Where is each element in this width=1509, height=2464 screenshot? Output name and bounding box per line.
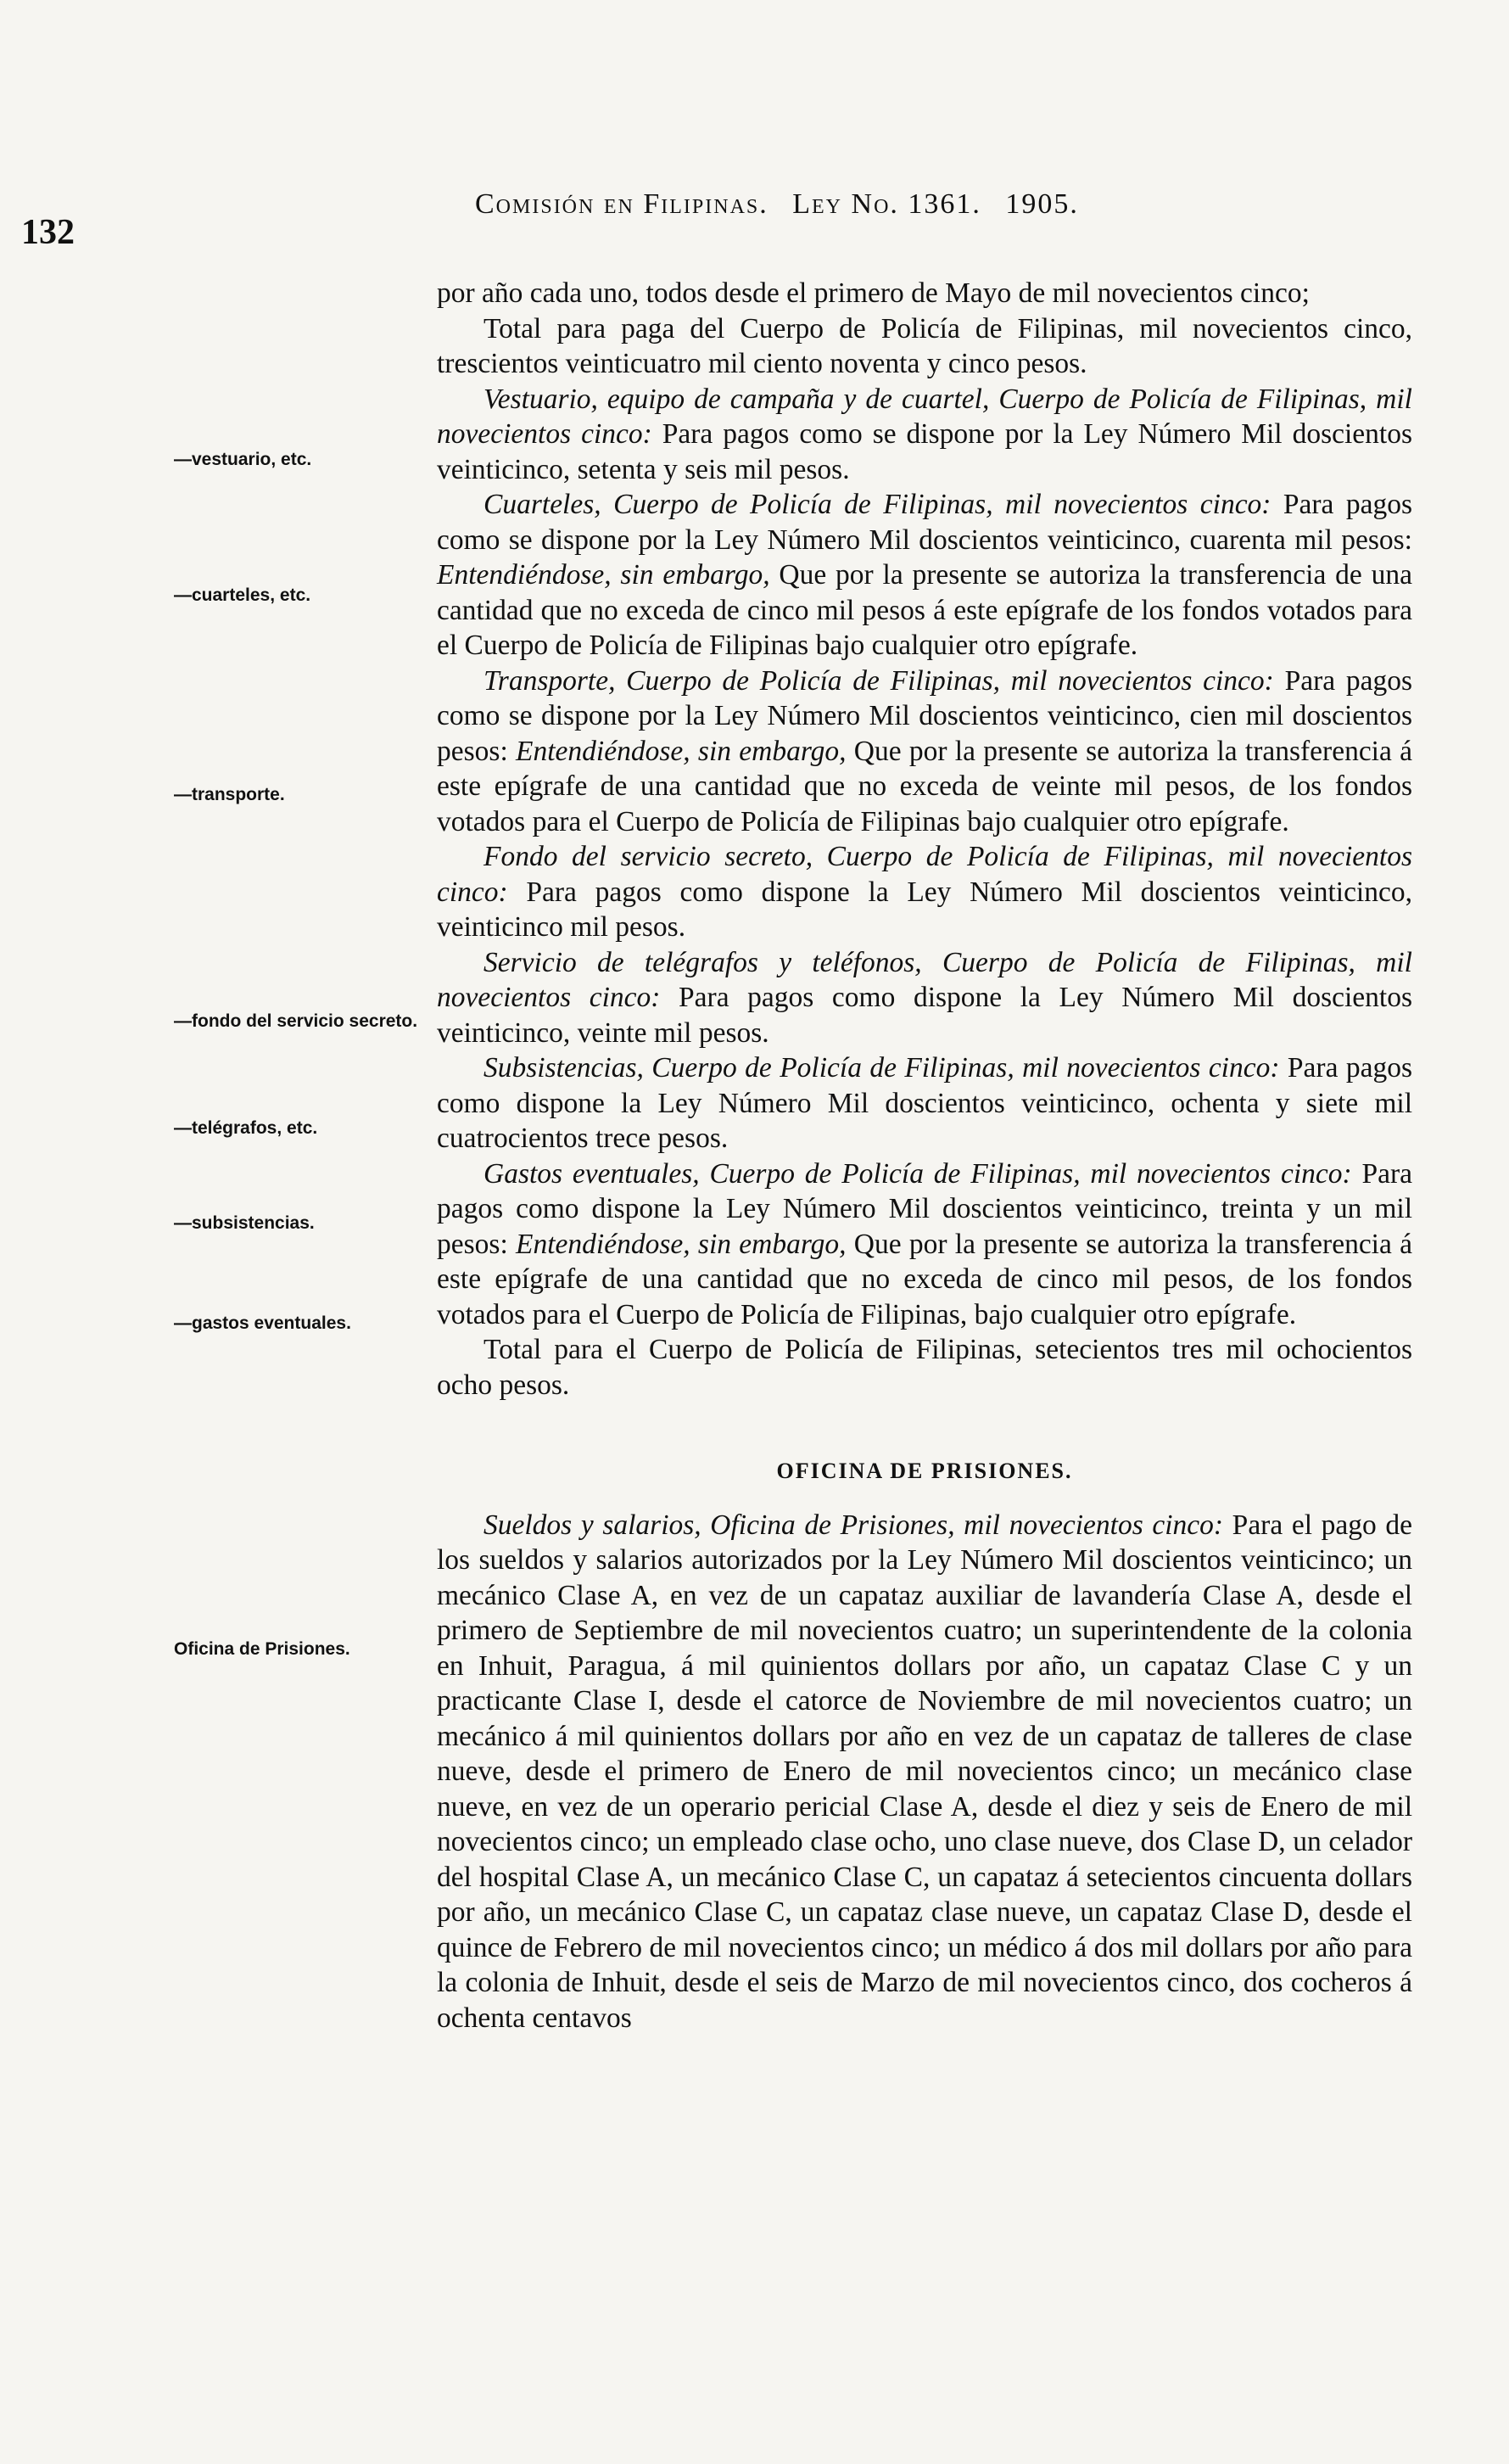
section-heading: OFICINA DE PRISIONES. [776, 1459, 1073, 1483]
sidenote-cuarteles: —cuarteles, etc. [174, 585, 311, 605]
paragraph [437, 487, 1412, 664]
paragraph-text: Para pagos como dispone la Ley Número Mil doscientos veinticinco, veinticinco mil pesos. [437, 876, 1412, 943]
italic-heading: Servicio de telégrafos y teléfonos, Cuerpo de Policía de Filipinas, mil novecientos cinco: [437, 946, 1412, 1013]
italic-proviso: Entendiéndose, sin embargo, [437, 559, 770, 591]
italic-heading: Fondo del servicio secreto, Cuerpo de Policía de Filipinas, mil novecientos cinco: [437, 841, 1412, 908]
running-head-year: 1905. [1005, 188, 1079, 220]
sidenote-prisiones: Oficina de Prisiones. [174, 1639, 350, 1659]
italic-heading: Cuarteles, Cuerpo de Policía de Filipinas, mil novecientos cinco: [483, 489, 1271, 520]
paragraph-text: Para pagos como dispone la Ley Número Mil doscientos veinticinco, treinta y un mil pesos: [437, 1157, 1412, 1260]
paragraph-text: Para pagos como dispone la Ley Número Mil doscientos veinticinco, veinte mil pesos. [437, 982, 1413, 1049]
italic-heading: Gastos eventuales, Cuerpo de Policía de Filipinas, mil novecientos cinco: [483, 1157, 1352, 1190]
sidenote-subsistencias: —subsistencias. [174, 1213, 315, 1233]
italic-heading: Sueldos y salarios, Oficina de Prisiones, mil novecientos cinco: [483, 1509, 1224, 1541]
paragraph [437, 1508, 1412, 2036]
paragraph [437, 945, 1412, 1051]
paragraph-text: Para pagos como se dispone por la Ley Número Mil doscientos veinticinco, setenta y seis mil pesos. [437, 418, 1412, 485]
paragraph-text: Que por la presente se autoriza la transferencia á este epígrafe de una cantidad que no exceda de veinte mil pesos, de los fondos votados para el Cuerpo de Policía de Filipinas bajo cualquier otro epígrafe. [437, 735, 1413, 837]
italic-proviso: Entendiéndose, sin embargo, [516, 735, 847, 767]
paragraph: por año cada uno, todos desde el primero de Mayo de mil novecientos cinco; [437, 277, 1310, 309]
sidenote-telegrafos: —telégrafos, etc. [174, 1118, 318, 1138]
paragraph [437, 382, 1412, 488]
paragraph [437, 839, 1412, 945]
paragraph-text: Para pagos como se dispone por la Ley Número Mil doscientos veinticinco, cuarenta mil pesos: [437, 489, 1412, 556]
running-head [475, 188, 1094, 221]
italic-heading: Subsistencias, Cuerpo de Policía de Filipinas, mil novecientos cinco: [483, 1052, 1280, 1084]
paragraph-text: Que por la presente se autoriza la transferencia á este epígrafe de una cantidad que no exceda de cinco mil pesos, de los fondos votados para el Cuerpo de Policía de Filipinas, bajo cualquier otro epígrafe. [437, 1228, 1413, 1330]
sidenote-vestuario: —vestuario, etc. [174, 450, 312, 469]
paragraph: Total para paga del Cuerpo de Policía de Filipinas, mil novecientos cinco, trescientos veinticuatro mil ciento noventa y cinco pesos. [437, 312, 1412, 379]
page-number: 132 [21, 213, 75, 252]
sidenote-transporte: —transporte. [174, 785, 285, 804]
italic-heading: Transporte, Cuerpo de Policía de Filipinas, mil novecientos cinco: [483, 664, 1274, 697]
paragraph-text: Que por la presente se autoriza la transferencia de una cantidad que no exceda de cinco mil pesos á este epígrafe de los fondos votados para el Cuerpo de Policía de Filipinas bajo cualquier otro epígrafe. [437, 559, 1412, 661]
italic-proviso: Entendiéndose, sin embargo, [516, 1228, 847, 1260]
running-head-commission: Comisión en Filipinas. [475, 188, 768, 220]
paragraph-text: Para pagos como se dispone por la Ley Número Mil doscientos veinticinco, cien mil doscientos pesos: [437, 664, 1412, 767]
paragraph [437, 1156, 1412, 1333]
running-head-law: Ley No. 1361. [792, 188, 981, 220]
body-text [437, 276, 1412, 2036]
paragraph [437, 1050, 1412, 1156]
paragraph-text: Para pagos como dispone la Ley Número Mil doscientos veinticinco, ochenta y siete mil cuatrocientos trece pesos. [437, 1052, 1412, 1154]
sidenote-gastos: —gastos eventuales. [174, 1313, 351, 1333]
italic-heading: Vestuario, equipo de campaña y de cuartel, Cuerpo de Policía de Filipinas, mil novecientos cinco: [437, 383, 1412, 450]
paragraph-text: Para el pago de los sueldos y salarios autorizados por la Ley Número Mil doscientos veinticinco; un mecánico Clase A, en vez de un capataz auxiliar de lavandería Clase A, desde el primero de Septiembre de mil novecientos cuatro; un superintendente de la colonia en Inhuit, Paragua, á mil quinientos dollars por año, un capataz Clase C y un practicante Clase I, desde el catorce de Noviembre de mil novecientos cuatro; un mecánico á mil quinientos dollars por año en vez de un capataz de talleres de clase nueve, desde el primero de Enero de mil novecientos cinco; un mecánico clase nueve, en vez de un operario pericial Clase A, desde el diez y seis de Enero de mil novecientos cinco; un empleado clase ocho, uno clase nueve, dos Clase D, un celador del hospital Clase A, un mecánico Clase C, un capataz á setecientos cincuenta dollars por año, un mecánico Clase C, un capataz clase nueve, un capataz Clase D, desde el quince de Febrero de mil novecientos cinco; un médico á dos mil dollars por año para la colonia de Inhuit, desde el seis de Marzo de mil novecientos cinco, dos cocheros á ochenta centavos [437, 1509, 1412, 2034]
sidenote-fondo: —fondo del servicio secreto. [174, 1011, 418, 1031]
paragraph: Total para el Cuerpo de Policía de Filipinas, setecientos tres mil ochocientos ocho pesos. [437, 1334, 1412, 1401]
paragraph [437, 664, 1412, 840]
